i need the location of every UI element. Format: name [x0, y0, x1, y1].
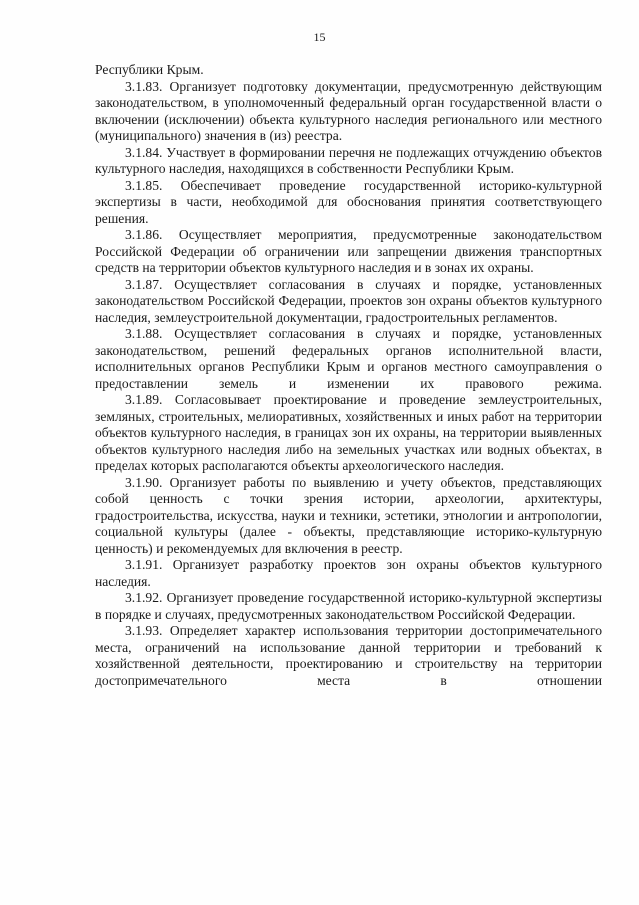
paragraph: 3.1.86. Осуществляет мероприятия, предусмотренные законодательством Российской Федерации об ограничении или запрещении движения транспортных средств на территории объектов культурного наследия и в зонах их охраны.	[95, 227, 602, 275]
paragraph: 3.1.83. Организует подготовку документации, предусмотренную действующим законодательством, в уполномоченный федеральный орган государственной власти о включении (исключении) объекта культурного наследия регионального или местного (муниципального) значения в (из) реестра.	[95, 78, 602, 143]
paragraph: 3.1.85. Обеспечивает проведение государственной историко-культурной экспертизы в части, необходимой для обоснования принятия соответствующего решения.	[95, 177, 602, 226]
page-number: 15	[313, 30, 326, 44]
paragraph: 3.1.92. Организует проведение государственной историко-культурной экспертизы в порядке и случаях, предусмотренных законодательством Российской Федерации.	[95, 590, 602, 622]
paragraph: 3.1.87. Осуществляет согласования в случаях и порядке, установленных законодательством Российской Федерации, проектов зон охраны объектов культурного наследия, землеустроительной документации, градостроительных регламентов.	[95, 276, 602, 325]
paragraph: 3.1.84. Участвует в формировании перечня не подлежащих отчуждению объектов культурного наследия, находящихся в собственности Республики Крым.	[95, 144, 602, 176]
paragraph: 3.1.90. Организует работы по выявлению и учету объектов, представляющих собой ценность с точки зрения истории, археологии, архитектуры, градостроительства, искусства, науки и техники, эстетики, этнологии и антропологии, социальной культуры (далее - объекты, представляющие историко-культурную ценность) и рекомендуемых для включения в реестр.	[95, 474, 602, 556]
paragraph: 3.1.91. Организует разработку проектов зон охраны объектов культурного наследия.	[95, 557, 602, 589]
paragraph: 3.1.93. Определяет характер использования территории достопримечательного места, ограничений на использование данной территории и требований к хозяйственной деятельности, проектированию и строительству на территории достопримечательного места в отношении	[95, 623, 602, 688]
paragraph: 3.1.88. Осуществляет согласования в случаях и порядке, установленных законодательством, решений федеральных органов исполнительной власти, исполнительных органов Республики Крым и органов местного самоуправления о предоставлении земель и изменении их правового режима.	[95, 326, 602, 391]
paragraph: 3.1.89. Согласовывает проектирование и проведение землеустроительных, земляных, строительных, мелиоративных, хозяйственных и иных работ на территории объектов культурного наследия, в границах зон их охраны, на территории выявленных объектов культурного наследия либо на земельных участках или водных объектах, в пределах которых располагаются объекты археологического наследия.	[95, 392, 602, 473]
document-body	[95, 62, 602, 689]
paragraph: Республики Крым.	[95, 62, 204, 77]
